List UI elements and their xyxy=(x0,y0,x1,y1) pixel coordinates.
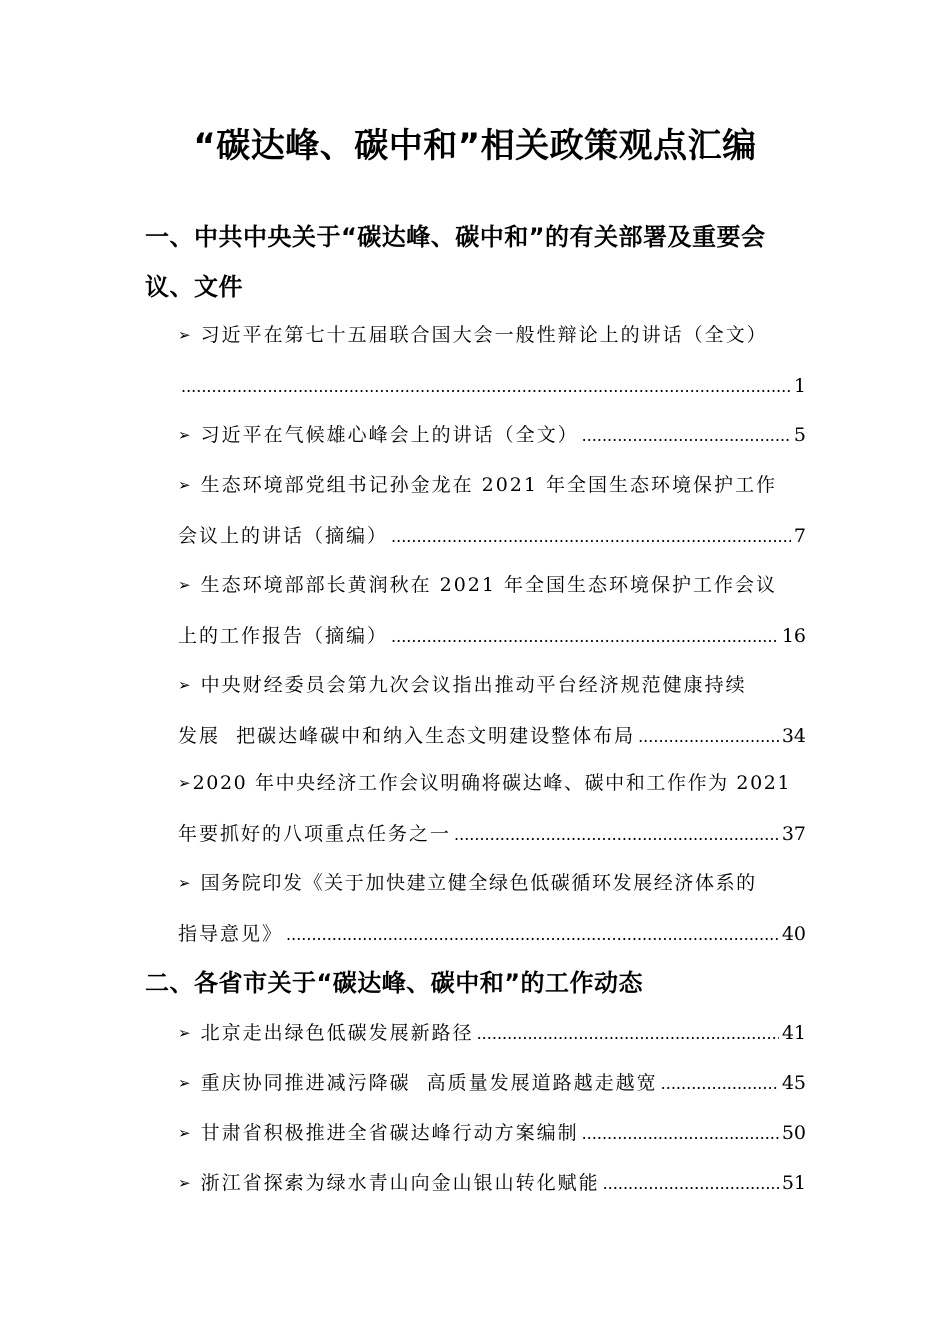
toc-entry-title: 重庆协同推进减污降碳 高质量发展道路越走越宽 xyxy=(200,1072,658,1094)
toc-entry-title: 生态环境部部长黄润秋在 2021 年全国生态环境保护工作会议 xyxy=(200,574,778,596)
toc-entry-title-cont: 上的工作报告（摘编） xyxy=(178,625,389,647)
dot-leader xyxy=(582,411,791,461)
dot-leader xyxy=(582,1109,779,1159)
dot-leader xyxy=(391,512,791,562)
page-number: 41 xyxy=(781,1022,806,1044)
toc-entry-title: 习近平在第七十五届联合国大会一般性辩论上的讲话（全文） xyxy=(200,324,768,346)
toc-entry-title: 浙江省探索为绿水青山向金山银山转化赋能 xyxy=(200,1172,600,1194)
toc-entry-title-cont: 指导意见》 xyxy=(178,923,284,945)
toc-entry-title-cont: 年要抓好的八项重点任务之一 xyxy=(178,823,452,845)
page-number: 50 xyxy=(781,1122,806,1144)
toc-entry-title: 习近平在气候雄心峰会上的讲话（全文） xyxy=(200,424,579,446)
page-number: 1 xyxy=(793,375,806,397)
toc-entry-title: 2020 年中央经济工作会议明确将碳达峰、碳中和工作作为 2021 xyxy=(192,772,792,794)
arrow-bullet-icon: ➢ xyxy=(178,676,191,694)
dot-leader xyxy=(286,910,779,960)
toc-entry-title: 国务院印发《关于加快建立健全绿色低碳循环发展经济体系的 xyxy=(200,872,757,894)
toc-entry[interactable] xyxy=(178,560,806,662)
arrow-bullet-icon: ➢ xyxy=(178,1024,191,1042)
toc-entry[interactable] xyxy=(178,1158,806,1209)
toc-entry[interactable] xyxy=(178,460,806,562)
toc-entry[interactable] xyxy=(178,660,806,762)
toc-entry-title: 中央财经委员会第九次会议指出推动平台经济规范健康持续 xyxy=(200,674,747,696)
dot-leader xyxy=(661,1059,779,1109)
toc-entry-title: 北京走出绿色低碳发展新路径 xyxy=(200,1022,474,1044)
toc-entry[interactable] xyxy=(178,310,806,412)
section-1-heading-line1: 一、中共中央关于“碳达峰、碳中和”的有关部署及重要会 xyxy=(145,223,766,251)
document-title: “碳达峰、碳中和”相关政策观点汇编 xyxy=(193,126,757,166)
arrow-bullet-icon: ➢ xyxy=(178,576,191,594)
toc-entry[interactable] xyxy=(178,1008,806,1059)
arrow-bullet-icon: ➢ xyxy=(178,476,191,494)
toc-entry[interactable] xyxy=(178,1108,806,1159)
arrow-bullet-icon: ➢ xyxy=(178,1174,191,1192)
toc-entry-title-cont: 发展 把碳达峰碳中和纳入生态文明建设整体布局 xyxy=(178,725,636,747)
toc-entry-title-cont: 会议上的讲话（摘编） xyxy=(178,525,389,547)
dot-leader xyxy=(603,1159,779,1209)
arrow-bullet-icon: ➢ xyxy=(178,326,191,344)
section-2-heading: 二、各省市关于“碳达峰、碳中和”的工作动态 xyxy=(145,969,644,997)
dot-leader xyxy=(454,810,779,860)
dot-leader xyxy=(181,362,791,412)
page-number: 51 xyxy=(781,1172,806,1194)
toc-entry[interactable] xyxy=(178,758,806,860)
toc-entry-title: 甘肃省积极推进全省碳达峰行动方案编制 xyxy=(200,1122,579,1144)
page-number: 34 xyxy=(781,725,806,747)
page-number: 45 xyxy=(781,1072,806,1094)
dot-leader xyxy=(638,712,779,762)
dot-leader xyxy=(391,612,779,662)
arrow-bullet-icon: ➢ xyxy=(178,426,191,444)
toc-entry-title: 生态环境部党组书记孙金龙在 2021 年全国生态环境保护工作 xyxy=(200,474,778,496)
toc-entry[interactable] xyxy=(178,858,806,960)
page-number: 37 xyxy=(781,823,806,845)
page-number: 40 xyxy=(781,923,806,945)
toc-entry[interactable] xyxy=(178,1058,806,1109)
arrow-bullet-icon: ➢ xyxy=(178,1124,191,1142)
page-number: 16 xyxy=(781,625,806,647)
page-number: 5 xyxy=(793,424,806,446)
section-1-heading xyxy=(145,212,810,312)
arrow-bullet-icon: ➢ xyxy=(178,774,191,792)
arrow-bullet-icon: ➢ xyxy=(178,874,191,892)
toc-entry[interactable] xyxy=(178,410,806,461)
page-number: 7 xyxy=(793,525,806,547)
arrow-bullet-icon: ➢ xyxy=(178,1074,191,1092)
section-1-heading-line2: 议、文件 xyxy=(145,273,243,301)
dot-leader xyxy=(477,1009,779,1059)
